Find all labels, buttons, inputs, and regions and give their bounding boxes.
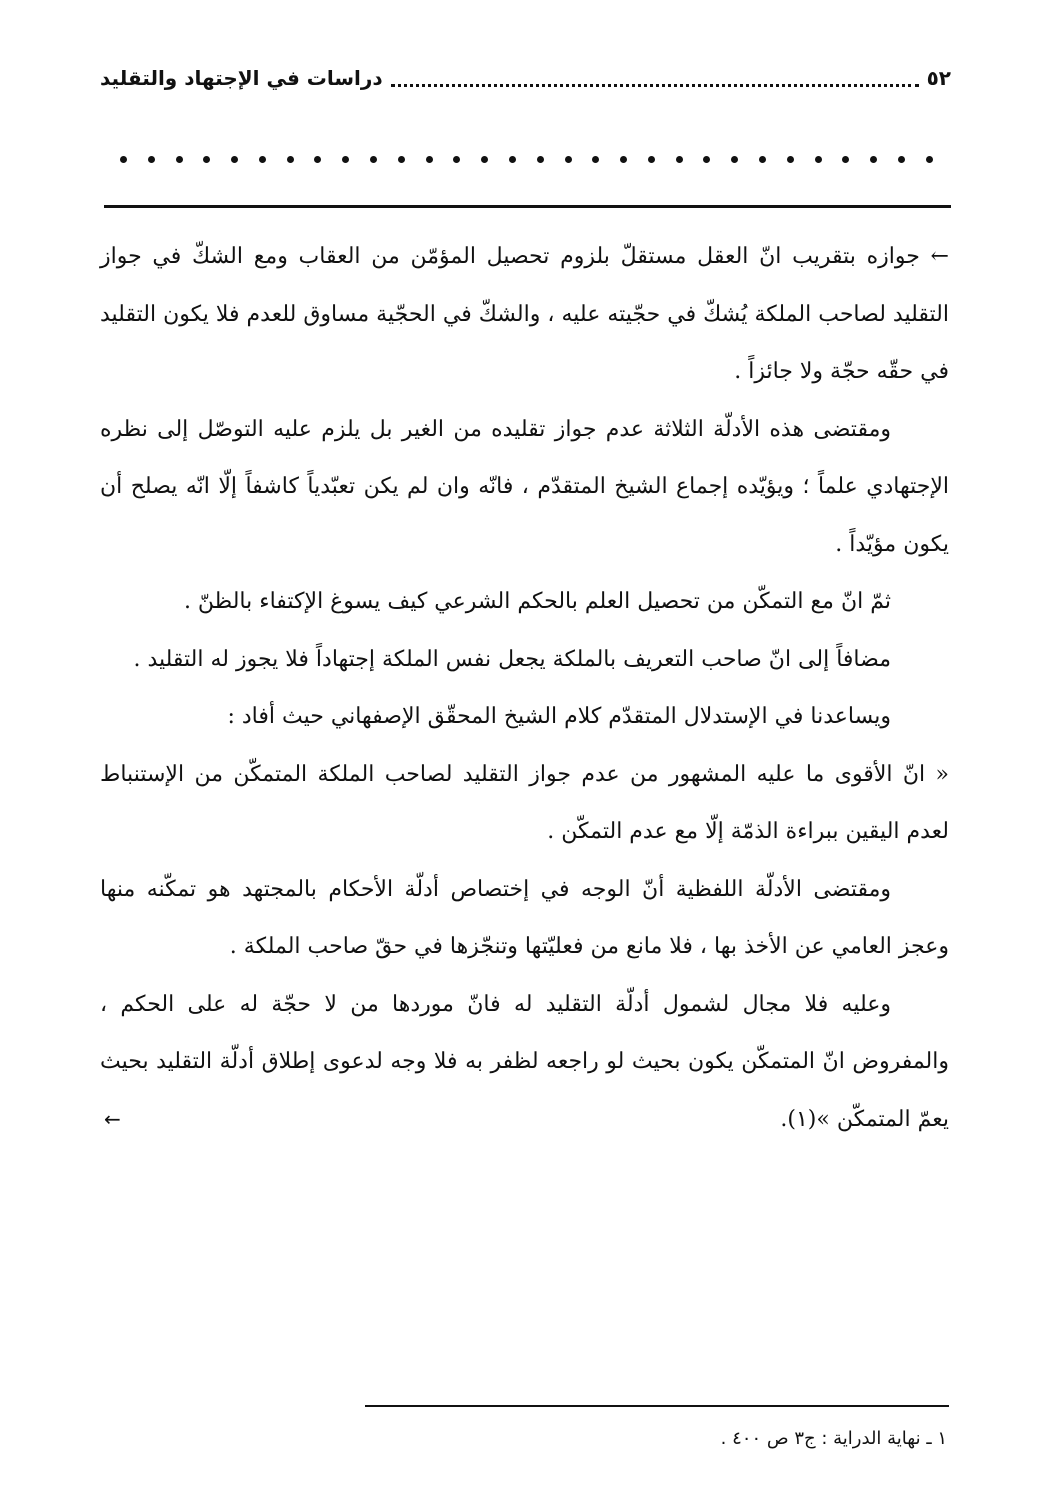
footnote-rule	[365, 1405, 949, 1407]
paragraph-last	[100, 976, 949, 1149]
paragraph-quote: « انّ الأقوى ما عليه المشهور من عدم جواز التقليد لصاحب الملكة المتمكّن من الإستنباط لعدم اليقين ببراءة الذمّة إلّا مع عدم التمكّن .	[100, 761, 949, 844]
ornamental-dot-row	[120, 149, 933, 169]
book-title: دراسات في الإجتهاد والتقليد	[100, 66, 383, 90]
header-leader-dots	[391, 70, 919, 87]
footnote: ١ ـ نهاية الدراية : ج٣ ص ٤٠٠ .	[720, 1428, 947, 1449]
page-number: ٥٢	[926, 66, 951, 90]
paragraph: ثمّ انّ مع التمكّن من تحصيل العلم بالحكم الشرعي كيف يسوغ الإكتفاء بالظنّ .	[183, 589, 891, 614]
continuation-arrow-icon: ←	[104, 1106, 121, 1131]
paragraph: ومقتضى هذه الأدلّة الثلاثة عدم جواز تقليده من الغير بل يلزم عليه التوصّل إلى نظره الإجتهادي علماً ؛ ويؤيّده إجماع الشيخ المتقدّم ، فانّه وان لم يكن تعبّدياً كاشفاً إلّا انّه يصلح أن يكون مؤيّداً .	[100, 416, 949, 557]
paragraph: ← جوازه بتقريب انّ العقل مستقلّ بلزوم تحصيل المؤمّن من العقاب ومع الشكّ في جواز التقليد لصاحب الملكة يُشكّ في حجّيته عليه ، والشكّ في الحجّية مساوق للعدم فلا يكون التقليد في حقّه حجّة ولا جائزاً .	[100, 244, 949, 384]
paragraph: ويساعدنا في الإستدلال المتقدّم كلام الشيخ المحقّق الإصفهاني حيث أفاد :	[227, 704, 891, 729]
paragraph: ومقتضى الأدلّة اللفظية أنّ الوجه في إختصاص أدلّة الأحكام بالمجتهد هو تمكّنه منها وعجز العامي عن الأخذ بها ، فلا مانع من فعليّتها وتنجّزها في حقّ صاحب الملكة .	[100, 876, 949, 959]
body-text	[100, 228, 949, 1148]
running-header	[100, 58, 951, 98]
paragraph-text: وعليه فلا مجال لشمول أدلّة التقليد له فانّ موردها من لا حجّة له على الحكم ، والمفروض انّ المتمكّن يكون بحيث لو راجعه لظفر به فلا وجه لدعوى إطلاق أدلّة التقليد بحيث يعمّ المتمكّن »(١).	[100, 991, 949, 1132]
paragraph: مضافاً إلى انّ صاحب التعريف بالملكة يجعل نفس الملكة إجتهاداً فلا يجوز له التقليد .	[133, 646, 891, 672]
header-rule	[104, 205, 951, 208]
